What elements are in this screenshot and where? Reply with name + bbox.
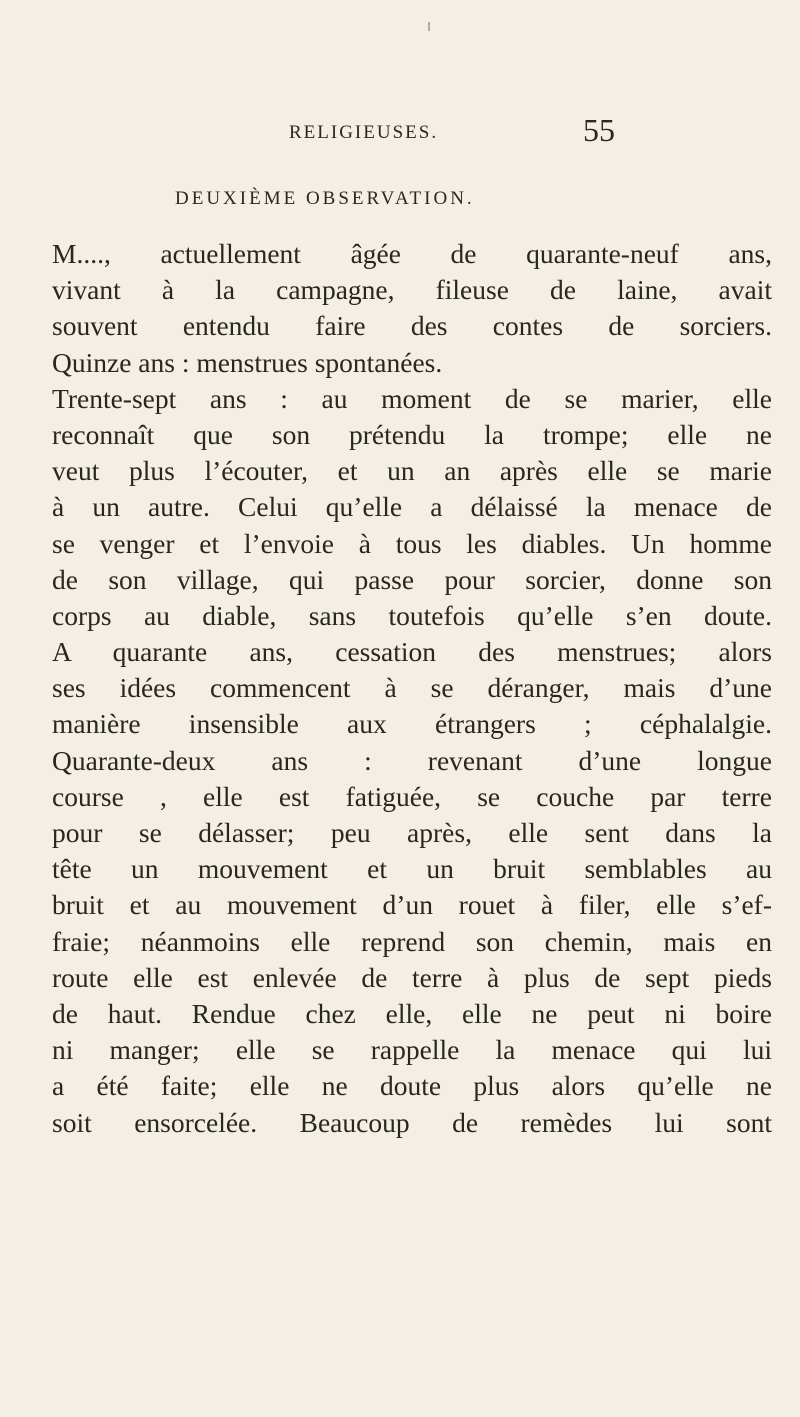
print-speck (428, 22, 430, 31)
text-line: corps au diable, sans toutefois qu’elle s’en doute. (52, 599, 772, 631)
text-line: route elle est enlevée de terre à plus de sept pieds (52, 961, 772, 993)
text-line: ni manger; elle se rappelle la menace qui lui (52, 1034, 772, 1066)
text-line: A quarante ans, cessation des menstrues; alors (52, 636, 772, 668)
text-line: a été faite; elle ne doute plus alors qu’elle ne (52, 1070, 772, 1102)
text-line: pour se délasser; peu après, elle sent dans la (52, 817, 772, 848)
text-line: tête un mouvement et un bruit semblables au (52, 853, 772, 885)
running-title: RELIGIEUSES. (289, 122, 439, 143)
text-line: Trente-sept ans : au moment de se marier, elle (52, 382, 772, 414)
text-line: fraie; néanmoins elle reprend son chemin, mais en (52, 925, 772, 957)
text-line: souvent entendu faire des contes de sorciers. (52, 310, 772, 342)
text-line: veut plus l’écouter, et un an après elle se marie (52, 455, 772, 487)
text-line: M...., actuellement âgée de quarante-neuf ans, (52, 238, 772, 269)
text-line: de haut. Rendue chez elle, elle ne peut ni boire (52, 997, 772, 1029)
text-line: soit ensorcelée. Beaucoup de remèdes lui sont (52, 1106, 772, 1138)
running-header (0, 112, 800, 152)
text-line: Quinze ans : menstrues spontanées. (52, 346, 443, 378)
text-line: reconnaît que son prétendu la trompe; elle ne (52, 418, 772, 450)
text-line: manière insensible aux étrangers ; céphalalgie. (52, 708, 772, 740)
text-line: Quarante-deux ans : revenant d’une longue (52, 744, 772, 776)
text-line: de son village, qui passe pour sorcier, donne son (52, 563, 772, 595)
body-text (52, 236, 772, 1141)
text-line: vivant à la campagne, fileuse de laine, avait (52, 274, 772, 306)
page-number: 55 (583, 112, 615, 148)
text-line: bruit et au mouvement d’un rouet à filer, elle s’ef- (52, 889, 772, 921)
text-line: à un autre. Celui qu’elle a délaissé la menace de (52, 491, 772, 523)
text-line: se venger et l’envoie à tous les diables. Un homme (52, 527, 772, 559)
section-heading: DEUXIÈME OBSERVATION. (175, 188, 475, 209)
text-line: course , elle est fatiguée, se couche par terre (52, 780, 772, 812)
text-line: ses idées commencent à se déranger, mais d’une (52, 672, 772, 704)
